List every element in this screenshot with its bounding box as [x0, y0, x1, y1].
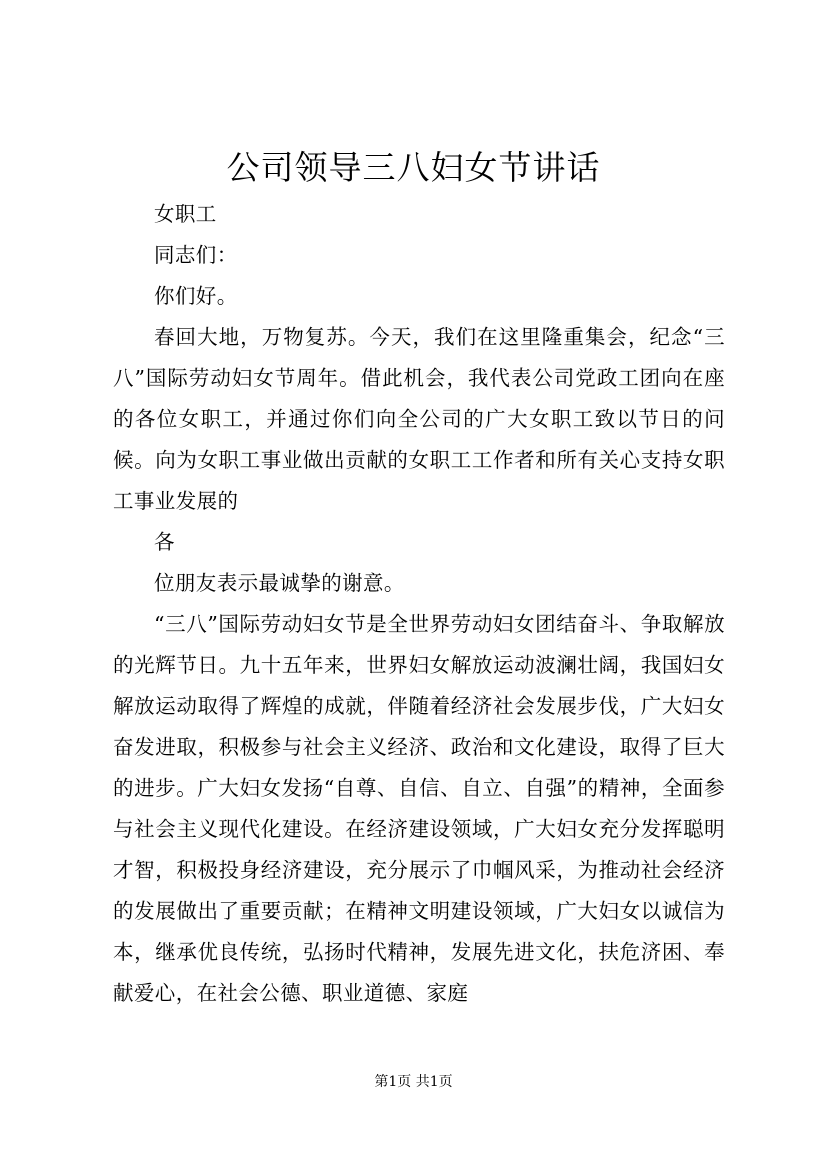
body-paragraph: 春回大地，万物复苏。今天，我们在这里隆重集会，纪念“三八”国际劳动妇女节周年。借此机会，我代表公司党政工团向在座的各位女职工，并通过你们向全公司的广大女职工致以节日的问候。向为女职工事业做出贡献的女职工工作者和所有关心支持女职工事业发展的	[113, 325, 725, 513]
greeting: 你们好。	[154, 284, 238, 308]
body-paragraph: “三八”国际劳动妇女节是全世界劳动妇女团结奋斗、争取解放的光辉节日。九十五年来，世界妇女解放运动波澜壮阔，我国妇女解放运动取得了辉煌的成就，伴随着经济社会发展步伐，广大妇女奋发进取，积极参与社会主义经济、政治和文化建设，取得了巨大的进步。广大妇女发扬“自尊、自信、自立、自强”的精神，全面参与社会主义现代化建设。在经济建设领域，广大妇女充分发挥聪明才智，积极投身经济建设，充分展示了巾帼风采，为推动社会经济的发展做出了重要贡献；在精神文明建设领域，广大妇女以诚信为本，继承优良传统，弘扬时代精神，发展先进文化，扶危济困、奉献爱心，在社会公德、职业道德、家庭	[113, 612, 725, 1005]
document-body	[113, 194, 725, 1014]
salutation-comrades: 同志们：	[154, 243, 238, 267]
salutation-female-staff: 女职工	[154, 202, 217, 226]
body-paragraph: 各	[154, 530, 175, 554]
page-number-footer: 第1页 共1页	[374, 1074, 453, 1090]
body-paragraph: 位朋友表示最诚挚的谢意。	[154, 571, 405, 595]
document-title: 公司领导三八妇女节讲话	[226, 148, 601, 187]
